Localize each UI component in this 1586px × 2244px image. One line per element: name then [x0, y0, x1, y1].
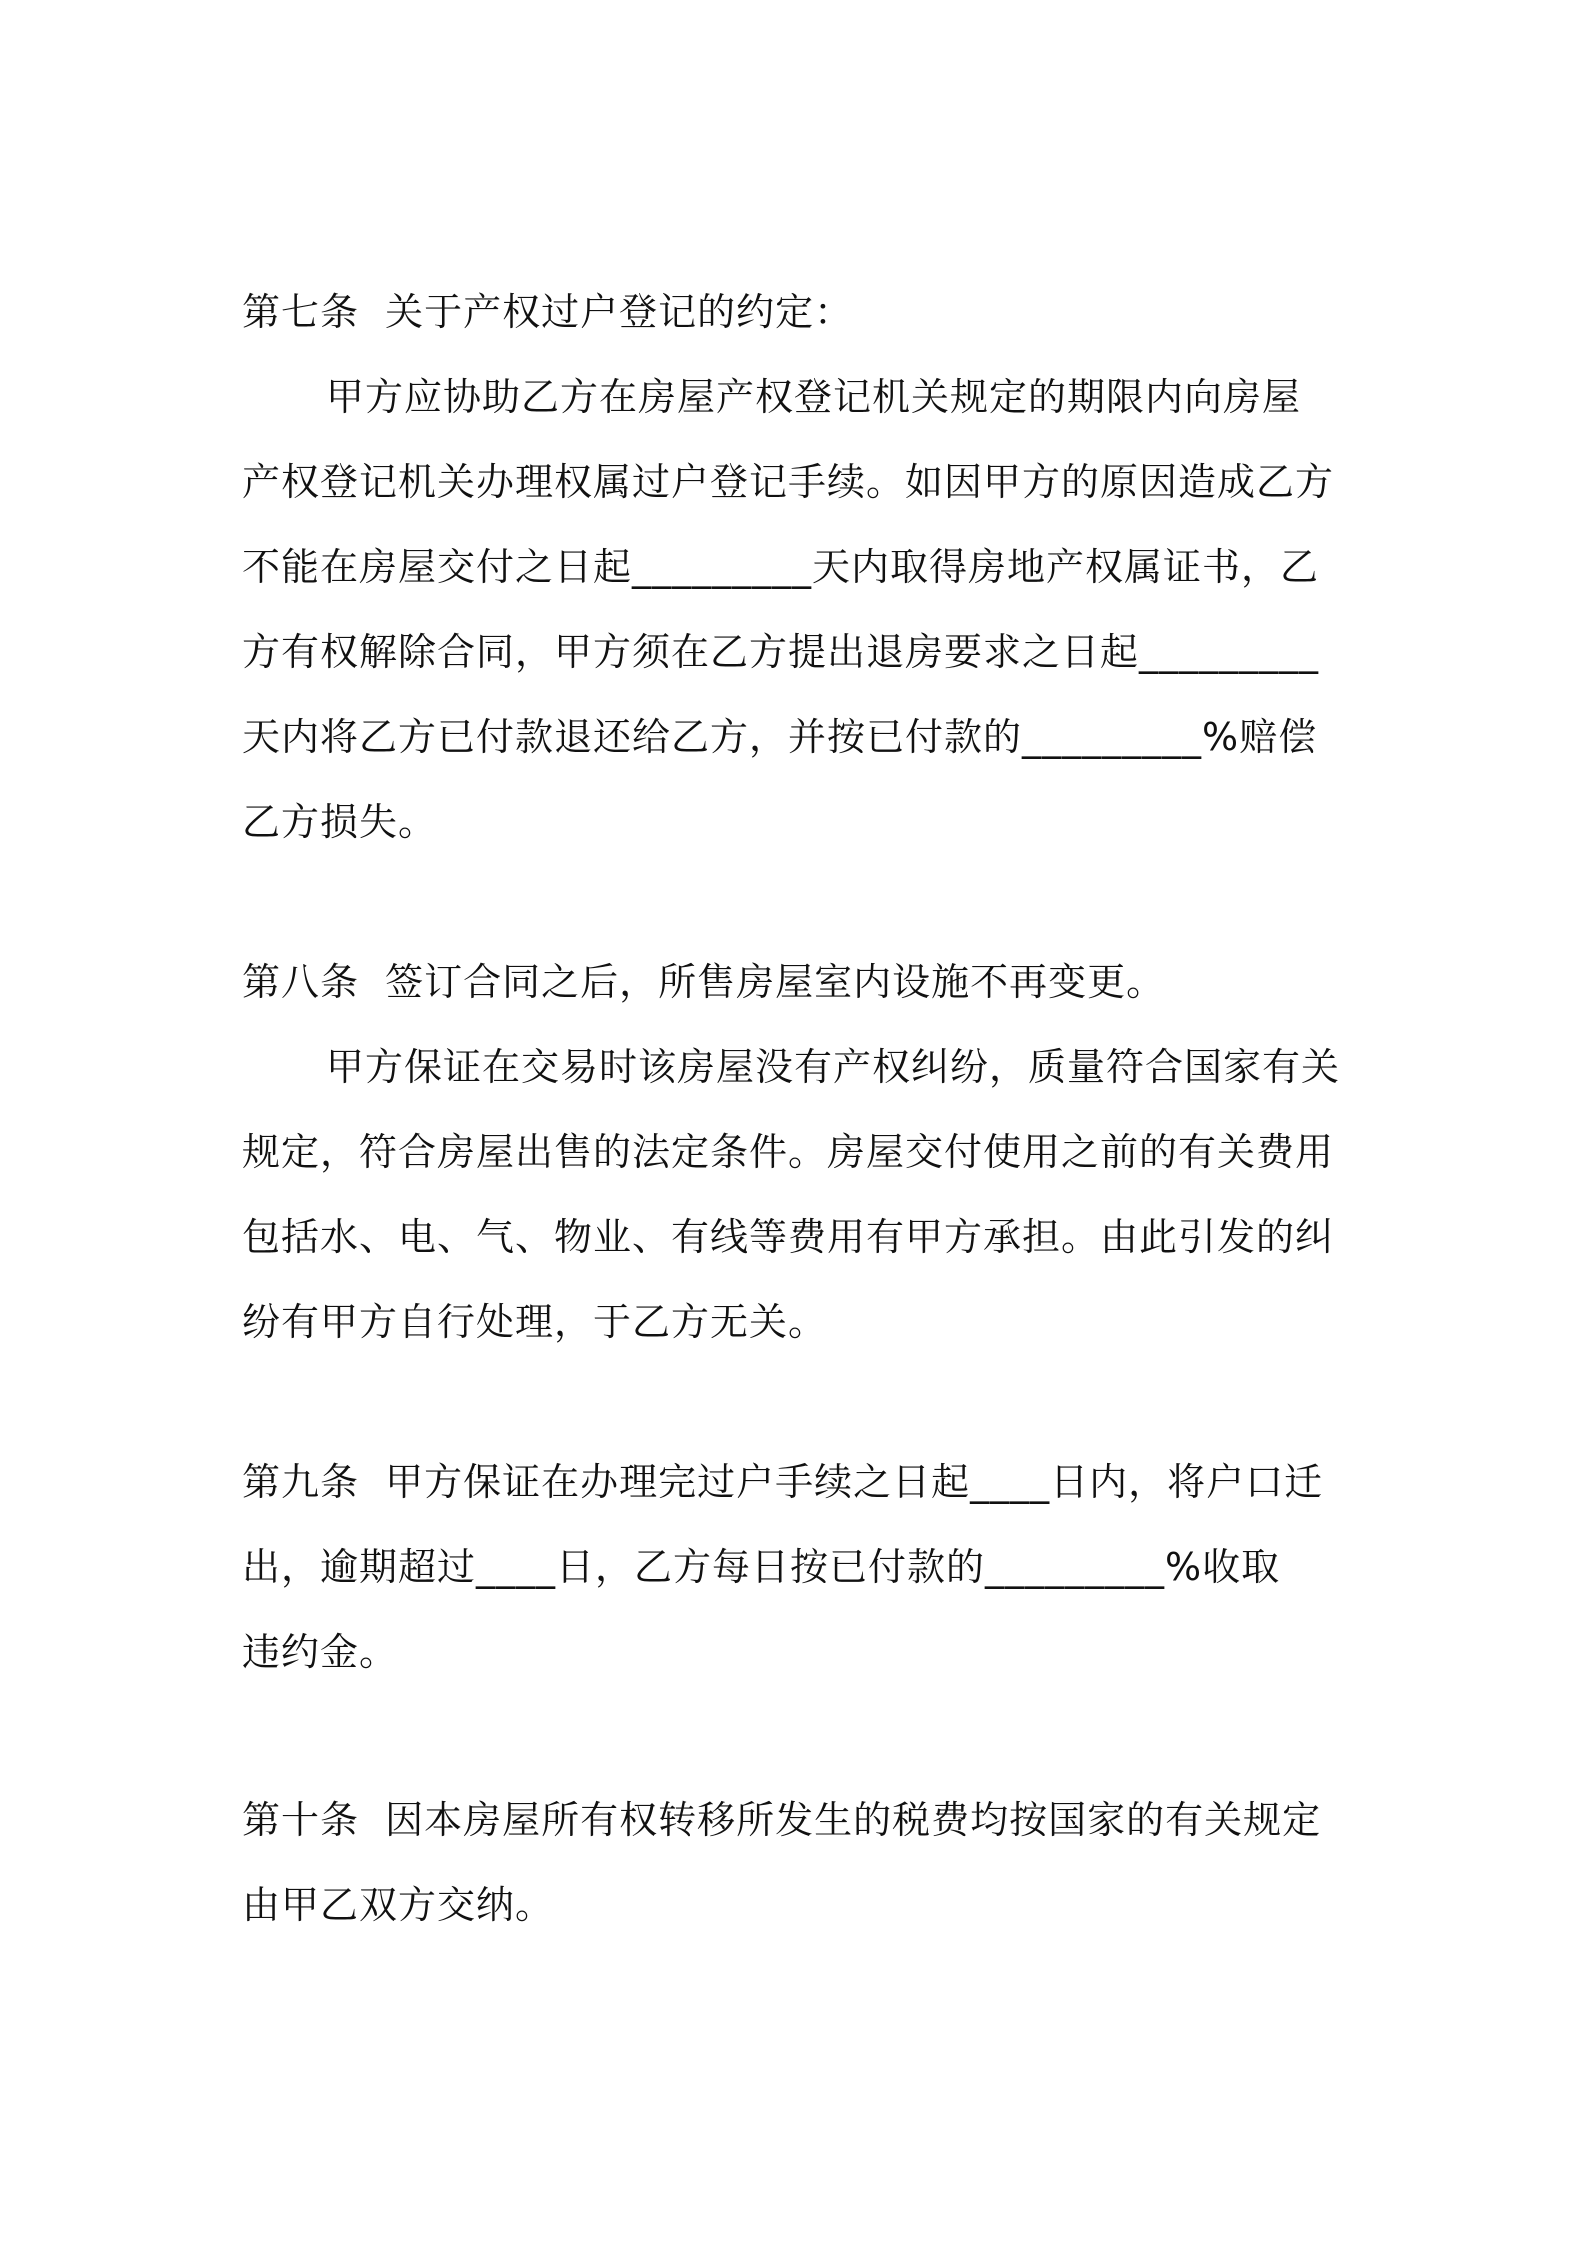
- paragraph-line: 方有权解除合同，甲方须在乙方提出退房要求之日起_________: [242, 630, 1320, 674]
- paragraph-line: 由甲乙双方交纳。: [242, 1883, 555, 1927]
- paragraph-line: 甲方保证在交易时该房屋没有产权纠纷，质量符合国家有关: [326, 1045, 1341, 1089]
- paragraph-line: 第十条 因本房屋所有权转移所发生的税费均按国家的有关规定: [242, 1798, 1322, 1842]
- paragraph-line: 不能在房屋交付之日起_________天内取得房地产权属证书，乙: [242, 545, 1320, 589]
- paragraph-line: 包括水、电、气、物业、有线等费用有甲方承担。由此引发的纠: [242, 1215, 1335, 1259]
- paragraph-line: 纷有甲方自行处理，于乙方无关。: [242, 1300, 828, 1344]
- paragraph-line: 出，逾期超过____日，乙方每日按已付款的_________%收取: [242, 1545, 1281, 1589]
- clause-7: [242, 270, 1362, 865]
- paragraph-line: 甲方应协助乙方在房屋产权登记机关规定的期限内向房屋: [326, 375, 1302, 419]
- clause-heading: 第八条 签订合同之后，所售房屋室内设施不再变更。: [242, 960, 1166, 1004]
- paragraph-line: 乙方损失。: [242, 800, 438, 844]
- paragraph-line: 天内将乙方已付款退还给乙方，并按已付款的_________%赔偿: [242, 715, 1318, 759]
- paragraph-line: 产权登记机关办理权属过户登记手续。如因甲方的原因造成乙方: [242, 460, 1335, 504]
- clause-heading: 第七条 关于产权过户登记的约定：: [242, 290, 854, 334]
- clause-9: [242, 1440, 1362, 1695]
- clause-8: [242, 940, 1362, 1365]
- paragraph-line: 规定，符合房屋出售的法定条件。房屋交付使用之前的有关费用: [242, 1130, 1335, 1174]
- paragraph-line: 违约金。: [242, 1630, 399, 1674]
- clause-10: [242, 1778, 1362, 1948]
- paragraph-line: 第九条 甲方保证在办理完过户手续之日起____日内，将户口迁: [242, 1460, 1324, 1504]
